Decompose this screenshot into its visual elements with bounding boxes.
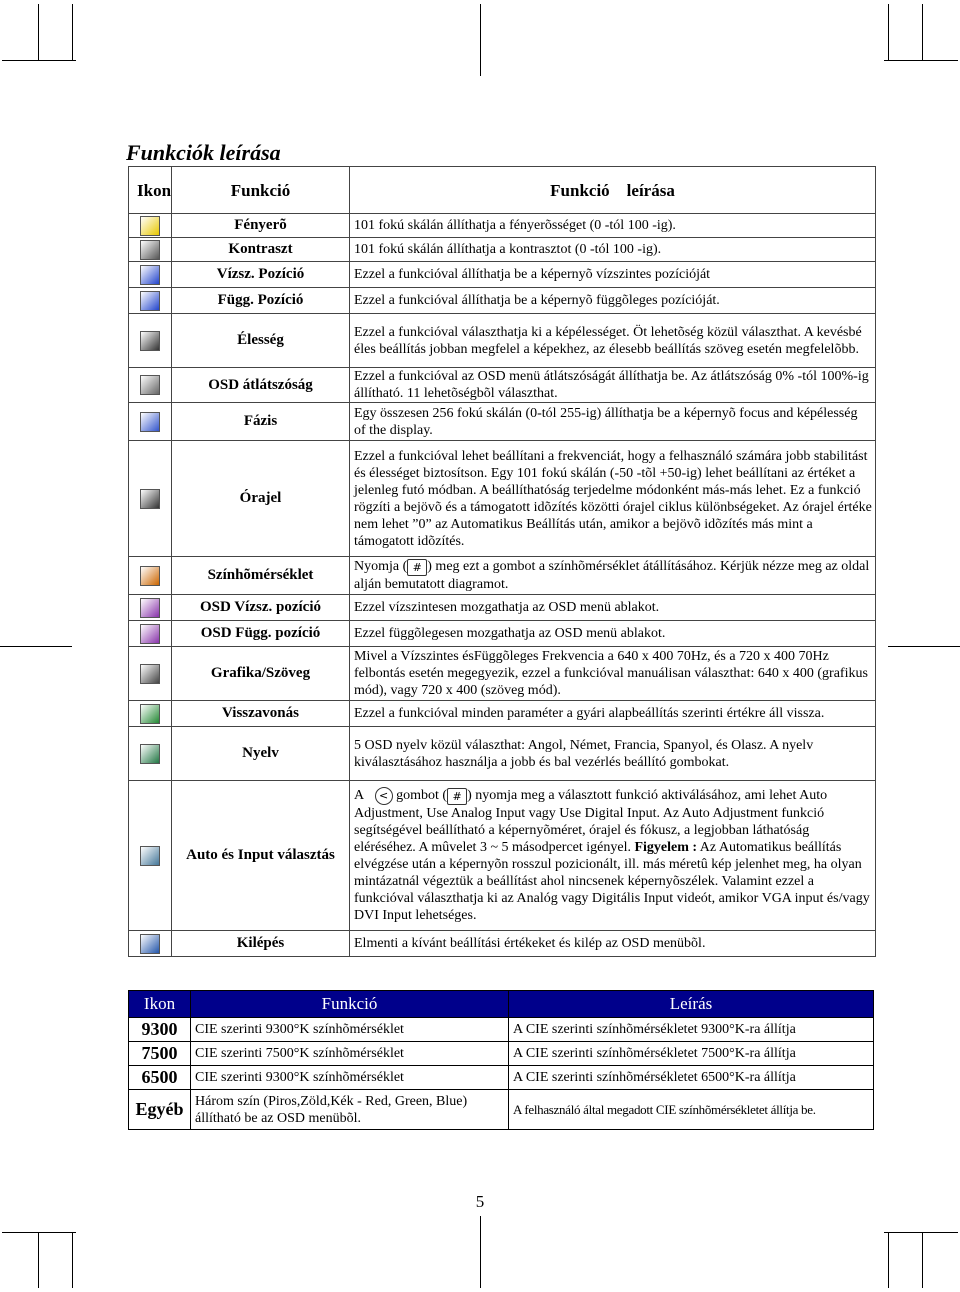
function-description	[350, 441, 876, 557]
function-description	[350, 557, 876, 595]
crop-mark	[38, 4, 39, 60]
function-description	[350, 727, 876, 781]
description-text: ) meg ezt a gombot a színhõmérséklet átállításához. Kérjük nézze meg az oldal alján bemutatott diagramot.	[354, 559, 870, 592]
table-row	[129, 214, 876, 238]
language-globe-icon	[140, 744, 160, 764]
description-text: Ezzel a funkcióval állíthatja be a képernyõ függõleges pozícióját.	[354, 293, 720, 308]
function-name: Grafika/Szöveg	[172, 647, 350, 701]
header-description: Funkció leírása	[350, 167, 876, 214]
function-description	[350, 621, 876, 647]
icon-cell	[129, 214, 172, 238]
osd-transparency-icon	[140, 375, 160, 395]
crop-mark	[888, 1232, 889, 1288]
table-row	[129, 647, 876, 701]
color-temperature-icon	[140, 566, 160, 586]
description-text: 101 fokú skálán állíthatja a kontrasztot (0 -tól 100 -ig).	[354, 242, 662, 257]
color-function: CIE szerinti 9300°K színhõmérséklet	[191, 1018, 509, 1042]
description-text: Elmenti a kívánt beállítási értékeket és kilép az OSD menübõl.	[354, 936, 706, 951]
description-text: Az Automatikus beállítás elvégzése után a képernyõn rosszul pozicionált, ill. más méretû kép jelenhet meg, ha olyan mintázatnál végeztük a beállítást ahol nincsenek képernyõszélek. Valamint ezzel a funkcióval választhatja ki az Analóg vagy Digitális Input videót, amikor VGA input és/vagy DVI Input lehetséges.	[354, 840, 870, 923]
icon-cell	[129, 314, 172, 368]
function-description	[350, 288, 876, 314]
clock-icon	[140, 489, 160, 509]
header-function: Funkció	[172, 167, 350, 214]
description-text: Ezzel vízszintesen mozgathatja az OSD menü ablakot.	[354, 600, 660, 615]
color-table-row	[129, 1066, 874, 1090]
function-name: OSD Vízsz. pozíció	[172, 595, 350, 621]
function-name: OSD Függ. pozíció	[172, 621, 350, 647]
icon-cell	[129, 647, 172, 701]
h-position-icon	[140, 265, 160, 285]
description-text: Ezzel a funkcióval az OSD menü átlátszóságát állíthatja be. Az átlátszóság 0% -tól 100%-ig állítható. 11 lehetõségbõl választhat.	[354, 369, 869, 401]
function-description	[350, 647, 876, 701]
function-description	[350, 403, 876, 441]
table-row	[129, 314, 876, 368]
button-icon: #	[407, 559, 427, 576]
crop-mark	[2, 60, 76, 61]
crop-mark	[72, 4, 73, 60]
description-text: Ezzel a funkcióval lehet beállítani a frekvenciát, hogy a felhasználó számára jobb stabilitást és élességet biztosítson. Egy 101 fokú skálán (-50 -tõl +50-ig) lehet beállítani az értéket a jelenleg futó módban. A beállíthatóság terjedelme módonként más-más lehet. Ez a funkció rögzíti a bejövõ és a támogatott idõzítés közötti órajel ciklus különbségeket. Az órajel értéke nem lehet ”0” az Automatikus Beállítás után, amikor a bejövõ idõzítés más mint a támogatott idõzítés.	[354, 448, 872, 549]
graphics-text-icon	[140, 664, 160, 684]
crop-mark	[2, 1232, 76, 1233]
button-icon: #	[447, 788, 467, 805]
crop-mark	[480, 1216, 481, 1288]
color-header-function: Funkció	[191, 991, 509, 1018]
function-description	[350, 931, 876, 957]
sharpness-icon	[140, 331, 160, 351]
description-text: Nyomja (	[354, 559, 408, 575]
color-code: 7500	[129, 1042, 191, 1066]
color-table-row	[129, 1090, 874, 1130]
crop-mark	[884, 60, 958, 61]
function-name: Órajel	[172, 441, 350, 557]
icon-cell	[129, 621, 172, 647]
color-table-header-row	[129, 991, 874, 1018]
color-function: CIE szerinti 9300°K színhõmérséklet	[191, 1066, 509, 1090]
icon-cell	[129, 931, 172, 957]
color-function: Három szín (Piros,Zöld,Kék - Red, Green, Blue) állítható be az OSD menübõl.	[191, 1090, 509, 1130]
icon-cell	[129, 441, 172, 557]
left-arrow-icon: <	[375, 787, 393, 805]
description-text: 101 fokú skálán állíthatja a fényerõsséget (0 -tól 100 -ig).	[354, 218, 676, 233]
function-name: Fényerõ	[172, 214, 350, 238]
function-name: Vízsz. Pozíció	[172, 262, 350, 288]
color-description: A CIE szerinti színhõmérsékletet 6500°K-ra állítja	[509, 1066, 874, 1090]
icon-cell	[129, 557, 172, 595]
table-row	[129, 701, 876, 727]
table-row	[129, 595, 876, 621]
function-name: OSD átlátszóság	[172, 368, 350, 403]
v-position-icon	[140, 291, 160, 311]
color-header-icon: Ikon	[129, 991, 191, 1018]
description-text: Ezzel függõlegesen mozgathatja az OSD menü ablakot.	[354, 626, 666, 641]
function-name: Színhõmérséklet	[172, 557, 350, 595]
color-table-row	[129, 1042, 874, 1066]
header-icon: Ikon	[129, 167, 172, 214]
color-description: A felhasználó által megadott CIE színhõmérsékletet állítja be.	[509, 1090, 874, 1130]
table-row	[129, 238, 876, 262]
exit-icon	[140, 934, 160, 954]
function-description	[350, 368, 876, 403]
function-name: Élesség	[172, 314, 350, 368]
description-text: 5 OSD nyelv közül választhat: Angol, Német, Francia, Spanyol, és Olasz. A nyelv kiválasztásához használja a jobb és bal vezérlés beállító gombokat.	[354, 737, 814, 770]
sun-icon	[140, 216, 160, 236]
description-text: Egy összesen 256 fokú skálán (0-tól 255-ig) állíthatja be a képernyõ focus and képélesség of the display.	[354, 405, 858, 438]
page-title: Funkciók leírása	[126, 140, 281, 165]
description-text: gombot (	[396, 788, 448, 804]
icon-cell	[129, 781, 172, 931]
function-description	[350, 781, 876, 931]
description-text: ) nyomja meg a választott funkció aktiválásához, ami lehet Auto Adjustment, Use Analog Input vagy Use Digital Input. Az Auto Adjustment funkció segítségével beállítható a képernyõméret, órajel és fókusz, a legjobban láthatóság eléréséhez. A mûvelet 3 ~ 5 másodpercet igényel.	[354, 788, 828, 855]
description-text: Mivel a Vízszintes ésFüggõleges Frekvencia a 640 x 400 70Hz, és a 720 x 400 70Hz felbontás esetén megegyezik, ezzel a funkcióval manuálisan választhat: 640 x 400 (grafikus mód), vagy 720 x 400 (szöveg mód).	[354, 649, 868, 698]
function-name: Visszavonás	[172, 701, 350, 727]
color-code: 6500	[129, 1066, 191, 1090]
function-description	[350, 595, 876, 621]
function-description	[350, 701, 876, 727]
crop-mark	[480, 4, 481, 76]
table-row	[129, 621, 876, 647]
auto-input-icon	[140, 846, 160, 866]
table-row	[129, 262, 876, 288]
table-row	[129, 368, 876, 403]
recall-icon	[140, 704, 160, 724]
crop-mark	[0, 646, 72, 647]
icon-cell	[129, 595, 172, 621]
page-number: 5	[475, 1192, 485, 1211]
color-function: CIE szerinti 7500°K színhõmérséklet	[191, 1042, 509, 1066]
osd-v-position-icon	[140, 624, 160, 644]
table-row	[129, 931, 876, 957]
color-header-description: Leírás	[509, 991, 874, 1018]
osd-h-position-icon	[140, 598, 160, 618]
crop-mark	[888, 4, 889, 60]
table-row	[129, 403, 876, 441]
function-description	[350, 214, 876, 238]
function-name: Kontraszt	[172, 238, 350, 262]
function-name: Kilépés	[172, 931, 350, 957]
table-row	[129, 441, 876, 557]
color-code: 9300	[129, 1018, 191, 1042]
function-description	[350, 314, 876, 368]
crop-mark	[922, 4, 923, 60]
function-name: Nyelv	[172, 727, 350, 781]
description-text: A	[354, 788, 365, 804]
description-text: Ezzel a funkcióval választhatja ki a képélességet. Öt lehetõség közül választhat. A kevésbé éles beállítás jobban megfelel a képekhez, az élesebb beállítás szöveg esetén megfelelõbb.	[354, 324, 862, 357]
table-row	[129, 727, 876, 781]
icon-cell	[129, 288, 172, 314]
crop-mark	[922, 1232, 923, 1288]
table-row	[129, 781, 876, 931]
function-description	[350, 238, 876, 262]
color-description: A CIE szerinti színhõmérsékletet 9300°K-ra állítja	[509, 1018, 874, 1042]
table-row	[129, 288, 876, 314]
phase-icon	[140, 412, 160, 432]
icon-cell	[129, 403, 172, 441]
function-name: Auto és Input választás	[172, 781, 350, 931]
color-table-row	[129, 1018, 874, 1042]
functions-table	[128, 166, 876, 957]
description-text: Ezzel a funkcióval minden paraméter a gyári alapbeállítás szerinti értékre áll vissza.	[354, 706, 825, 721]
warning-label: Figyelem :	[634, 840, 698, 855]
color-code: Egyéb	[129, 1090, 191, 1130]
icon-cell	[129, 262, 172, 288]
function-name: Fázis	[172, 403, 350, 441]
table-header-row	[129, 167, 876, 214]
crop-mark	[884, 1232, 958, 1233]
icon-cell	[129, 238, 172, 262]
function-name: Függ. Pozíció	[172, 288, 350, 314]
function-description	[350, 262, 876, 288]
icon-cell	[129, 701, 172, 727]
icon-cell	[129, 368, 172, 403]
table-row	[129, 557, 876, 595]
crop-mark	[72, 1232, 73, 1288]
icon-cell	[129, 727, 172, 781]
description-text: Ezzel a funkcióval állíthatja be a képernyõ vízszintes pozícióját	[354, 267, 711, 282]
contrast-icon	[140, 240, 160, 260]
crop-mark	[888, 646, 960, 647]
color-description: A CIE szerinti színhõmérsékletet 7500°K-ra állítja	[509, 1042, 874, 1066]
crop-mark	[38, 1232, 39, 1288]
color-temperature-table	[128, 990, 874, 1130]
